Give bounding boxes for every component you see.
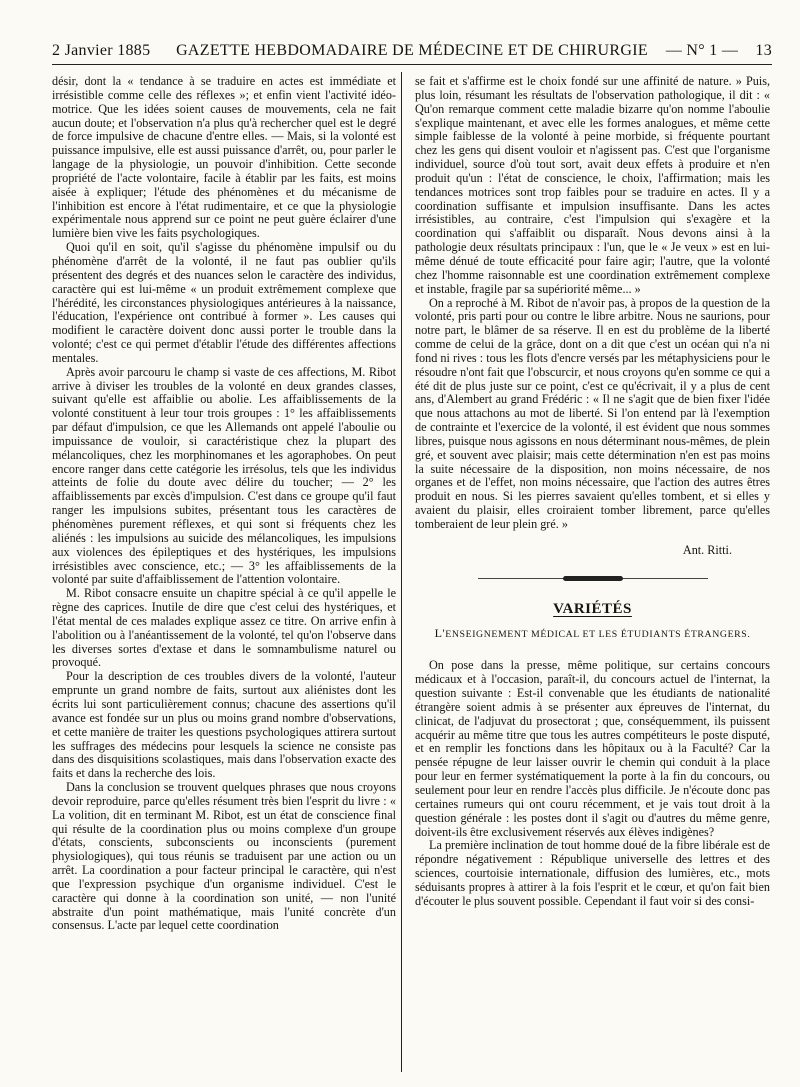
paragraph: se fait et s'affirme est le choix fondé sur une affinité de nature. » Puis, plus loin, résumant les résultats de l'observation pathologique, il dit : « Qu'on remarque comment cette maladie bizarre qu'on nomme l'aboulie s'explique maintenant, et avec elle les formes analogues, et même cette simple faiblesse de la volonté à peine morbide, si fréquente pourtant chez les gens qui disent vouloir et n'agissent pas. C'est que l'organisme individuel, source d'où tout sort, avait deux effets à produire et n'en produit qu'un : l'état de conscience, le choix, l'affirmation; mais les tendances motrices sont trop faibles pour se traduire en actes. Il y a coordination suffisante et impulsion insuffisante. Dans les actes irrésistibles, au contraire, c'est l'impulsion qui s'exagère et la coordination qui s'affaiblit ou disparaît. Nous devons ainsi à la pathologie deux résultats principaux : l'un, que le « Je veux » est en lui-même dénué de toute efficacité pour faire agir; l'autre, que la volonté chez l'homme raisonnable est une coordination extrêmement complexe et instable, fragile par sa supériorité même... » [415, 74, 770, 296]
section-subtitle [415, 627, 770, 642]
section-ornament [478, 576, 708, 581]
left-column [52, 75, 396, 933]
paragraph: La première inclination de tout homme doué de la fibre libérale est de répondre négativement : République universelle des lettres et des sciences, courtoisie internationale, diffusion des lumières, etc., mots séduisants propres à attirer à la fois l'esprit et le cœur, et qu'on fait bien d'écouter le plus souvent possible. Cependant il faut voir si des consi- [415, 838, 770, 908]
issue-page [666, 41, 772, 61]
subtitle-lead: L' [434, 625, 446, 640]
paragraph: Quoi qu'il en soit, qu'il s'agisse du phénomène impulsif ou du phénomène d'arrêt de la volonté, il ne faut pas oublier qu'ils présentent des degrés et des nuances selon le caractère des individus, caractère qui est lui-même « un produit extrêmement complexe que l'hérédité, les circonstances physiologiques antérieures à la naissance, l'éducation, l'expérience ont contribué à former ». Les causes qui modifient le caractère doivent donc aussi porter le trouble dans la volonté; c'est ce qui permet d'établir l'étude des différentes affections mentales. [52, 240, 396, 365]
running-header [52, 41, 772, 61]
paragraph: Après avoir parcouru le champ si vaste de ces affections, M. Ribot arrive à diviser les troubles de la volonté en deux grandes classes, suivant qu'elle est affaiblie ou abolie. Les affaiblissements de la volonté constituent à leur tour trois groupes : 1° les affaiblissements par défaut d'impulsion, ce que les Allemands ont appelé l'aboulie ou impuissance de vouloir, si caractéristique chez la plupart des mélancoliques, chez les morphinomanes et les agoraphobes. On peut encore ranger dans cette catégorie les irrésolus, tels que les individus atteints de folie du doute avec délire du toucher; — 2° les affaiblissements par excès d'impulsion. C'est dans ce groupe qu'il faut ranger les impulsions subites, présentant tous les caractères de phénomènes purement réflexes, et qui sont si fréquents chez les aliénés : les impulsions au suicide des mélancoliques, les impulsions aux violences des épileptiques et des hystériques, les impulsions irrésistibles avec conscience, etc.; — 3° les affaiblissements de la volonté par suite d'affaiblissement de l'attention volontaire. [52, 364, 396, 587]
issue-number: — N° 1 — [665, 42, 739, 59]
paragraph: M. Ribot consacre ensuite un chapitre spécial à ce qu'il appelle le règne des caprices. Inutile de dire que c'est celui des hystériques, et l'état mental de ces malades explique assez ce titre. On arrive enfin à l'abolition ou à l'anéantissement de la volonté, tel qu'on l'observe dans les diverses sortes d'extase et dans le somnambulisme naturel ou provoqué. [52, 586, 396, 670]
column-divider [401, 72, 402, 1072]
header-rule [52, 64, 772, 65]
paragraph: On a reproché à M. Ribot de n'avoir pas, à propos de la question de la volonté, pris parti pour ou contre le libre arbitre. Nous ne saurions, pour notre part, le blâmer de sa réserve. Il en est du problème de la liberté comme de celui de la grâce, dont on a dit que c'est un océan qui n'a ni fond ni rives : tous les flots d'encre versés par les métaphysiciens pour le résoudre n'ont fait que l'obscurcir, et nous croyons qu'en somme ce qui a été dit de plus juste sur ce point, c'est ce qu'écrivait, il y a plus de cent ans, d'Alembert au grand Frédéric : « Il ne s'agit que de bien fixer l'idée que nous attachons au mot de liberté. Si l'on entend par là l'exemption de contrainte et l'exercice de la volonté, il est évident que nous sommes libres, puisque nous agissons en nous déterminant nous-mêmes, de plein gré, et souvent avec plaisir; mais cette détermination n'en est pas moins la suite nécessaire de la disposition, non moins nécessaire, de nos organes et de l'effet, non moins nécessaire, que l'action des autres êtres produit en nous. Si les pierres savaient qu'elles tombent, et si elles y avaient du plaisir, elles croiraient tomber librement, parce qu'elles tomberaient de leur plein gré. » [415, 295, 770, 531]
paragraph: désir, dont la « tendance à se traduire en actes est immédiate et irrésistible comme celle des réflexes »; et enfin vient l'activité idéo-motrice. Que les idées soient causes de mouvements, cela ne fait aucun doute; et l'observation n'a plus qu'à rechercher quel est le degré de force impulsive de chacune d'entre elles. — Mais, si la volonté est puissance impulsive, elle est aussi puissance d'arrêt, ou, pour parler le langage de la physiologie, un pouvoir d'inhibition. Cette seconde propriété de l'acte volontaire, facile à établir par les faits, est moins aisée à expliquer; l'étude des phénomènes et du mécanisme de l'inhibition est encore à l'état rudimentaire, et ce que la physiologie expérimentale nous apprend sur ce point ne peut guère éclairer d'une lumière bien vive les faits psychologiques. [52, 74, 396, 241]
journal-title: GAZETTE HEBDOMADAIRE DE MÉDECINE ET DE CHIRURGIE [176, 42, 648, 59]
paragraph: Dans la conclusion se trouvent quelques phrases que nous croyons devoir reproduire, parce qu'elles résument très bien l'esprit du livre : « La volition, dit en terminant M. Ribot, est un état de conscience final qui résulte de la coordination plus ou moins complexe d'un groupe d'états, conscients, subconscients ou inconscients (purement physiologiques), qui tous réunis se traduisent par une action ou un arrêt. La coordination a pour facteur principal le caractère, qui n'est que l'expression psychique d'un organisme individuel. C'est le caractère qui donne à la coordination son unité, — non l'unité abstraite d'un point mathématique, mais l'unité concrète d'un consensus. L'acte par lequel cette coordination [52, 780, 396, 933]
author-signature: Ant. Ritti. [682, 542, 732, 557]
paragraph: Pour la description de ces troubles divers de la volonté, l'auteur emprunte un grand nombre de faits, surtout aux aliénistes dont les écrits lui sont particulièrement connus; chacune des assertions qu'il avance est fondée sur un plus ou moins grand nombre d'observations, et cette manière de traiter les questions psychologiques attirera surtout les suffrages des médecins pour lesquels la science ne consiste pas dans des disquisitions scolastiques, mais dans l'observation exacte des faits et dans la recherche des lois. [52, 669, 396, 781]
subtitle-text: ENSEIGNEMENT MÉDICAL ET LES ÉTUDIANTS ÉTRANGERS. [445, 628, 751, 640]
paragraph: On pose dans la presse, même politique, sur certains concours médicaux et à l'occasion, paraît-il, du concours actuel de l'internat, la question suivante : Est-il convenable que les étudiants de nationalité étrangère soient admis à se présenter aux épreuves de l'internat, du clinicat, de l'adjuvat du prosectorat ; que, conséquemment, ils puissent acquérir au même titre que tous les autres compétiteurs le poste disputé, et en remplir les fonctions dans les hôpitaux ou à la Faculté? Car la pensée répugne de leur laisser ouvrir le chemin qui conduit à la place pour leur en fermer systématiquement la porte à la fin du concours, ou seulement pour leur en rendre l'accès plus difficile. Je n'écoute donc pas certaines rumeurs qui ont couru récemment, et je vais tout droit à la question générale : les postes dont il s'agit ou d'autres du même genre, doivent-ils être exclusivement réservés aux élèves indigènes? [415, 658, 770, 839]
section-title: VARIÉTÉS [553, 600, 632, 617]
issue-date: 2 Janvier 1885 [52, 42, 151, 59]
right-column [415, 75, 770, 909]
page-number: 13 [755, 42, 772, 59]
